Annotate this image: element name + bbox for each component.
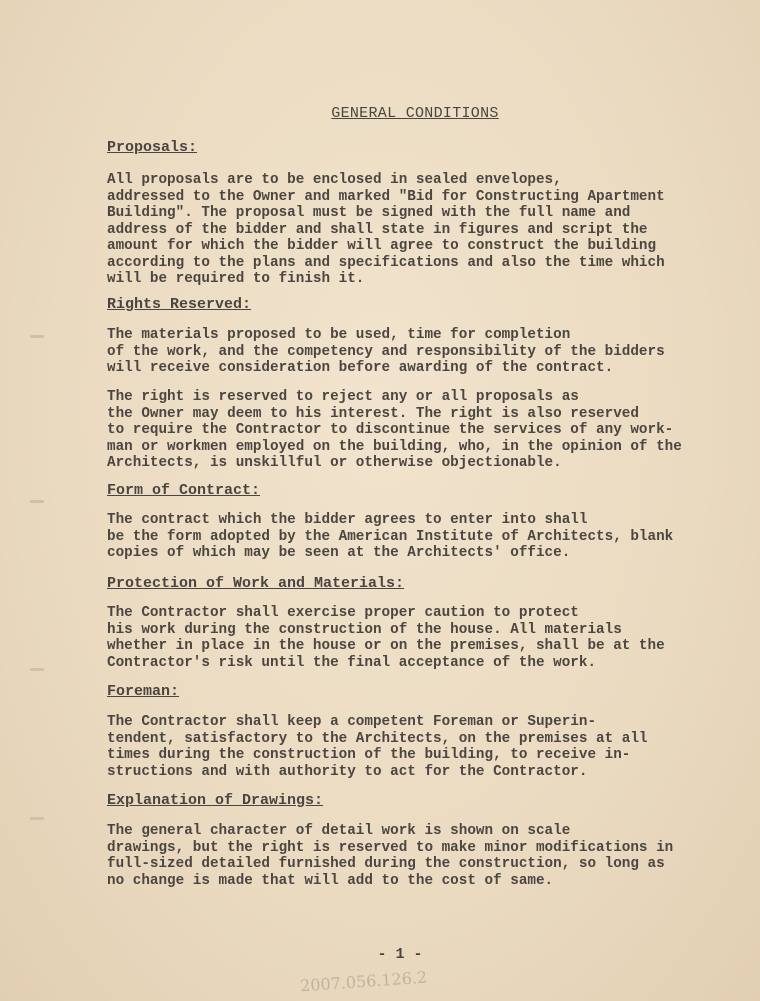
punch-mark: [30, 668, 44, 671]
page-number: - 1 -: [377, 946, 423, 963]
section-heading-rights-reserved: Rights Reserved:: [107, 296, 252, 313]
section-heading-proposals: Proposals:: [107, 139, 198, 156]
punch-mark: [30, 500, 44, 503]
section-paragraph: The materials proposed to be used, time for completion of the work, and the competency and responsibility of the bidders will receive consideration before awarding of the contract.: [107, 327, 665, 376]
section-paragraph: The contract which the bidder agrees to enter into shall be the form adopted by the American Institute of Architects, blank copies of which may be seen at the Architects' office.: [107, 512, 674, 561]
section-paragraph: The Contractor shall keep a competent Foreman or Superin- tendent, satisfactory to the Architects, on the premises at all times during the construction of the building, to receive in- structions and with authority to act for the Contractor.: [107, 714, 648, 780]
punch-mark: [30, 817, 44, 820]
section-paragraph: The Contractor shall exercise proper caution to protect his work during the construction of the house. All materials whether in place in the house or on the premises, shall be at the Contractor's risk until the final acceptance of the work.: [107, 605, 665, 671]
pencil-annotation: 2007.056.126.2: [299, 967, 428, 996]
document-title: GENERAL CONDITIONS: [331, 105, 499, 122]
section-heading-protection: Protection of Work and Materials:: [107, 575, 405, 592]
section-paragraph: All proposals are to be enclosed in sealed envelopes, addressed to the Owner and marked "Bid for Constructing Apartment Building". The proposal must be signed with the full name and address of the bidder and shall state in figures and script the amount for which the bidder will agree to construct the building according to the plans and specifications and also the time which will be required to finish it.: [107, 172, 665, 287]
section-heading-foreman: Foreman:: [107, 683, 180, 700]
section-paragraph: The right is reserved to reject any or all proposals as the Owner may deem to his interest. The right is also reserved to require the Contractor to discontinue the services of any work- man or workmen employed on the building, who, in the opinion of the Architects, is unskillful or otherwise objectionable.: [107, 389, 682, 471]
section-paragraph: The general character of detail work is shown on scale drawings, but the right is reserved to make minor modifications in full-sized detailed furnished during the construction, so long as no change is made that will add to the cost of same.: [107, 823, 674, 889]
punch-mark: [30, 335, 44, 338]
section-heading-explanation-of-drawings: Explanation of Drawings:: [107, 792, 324, 809]
section-heading-form-of-contract: Form of Contract:: [107, 482, 261, 499]
